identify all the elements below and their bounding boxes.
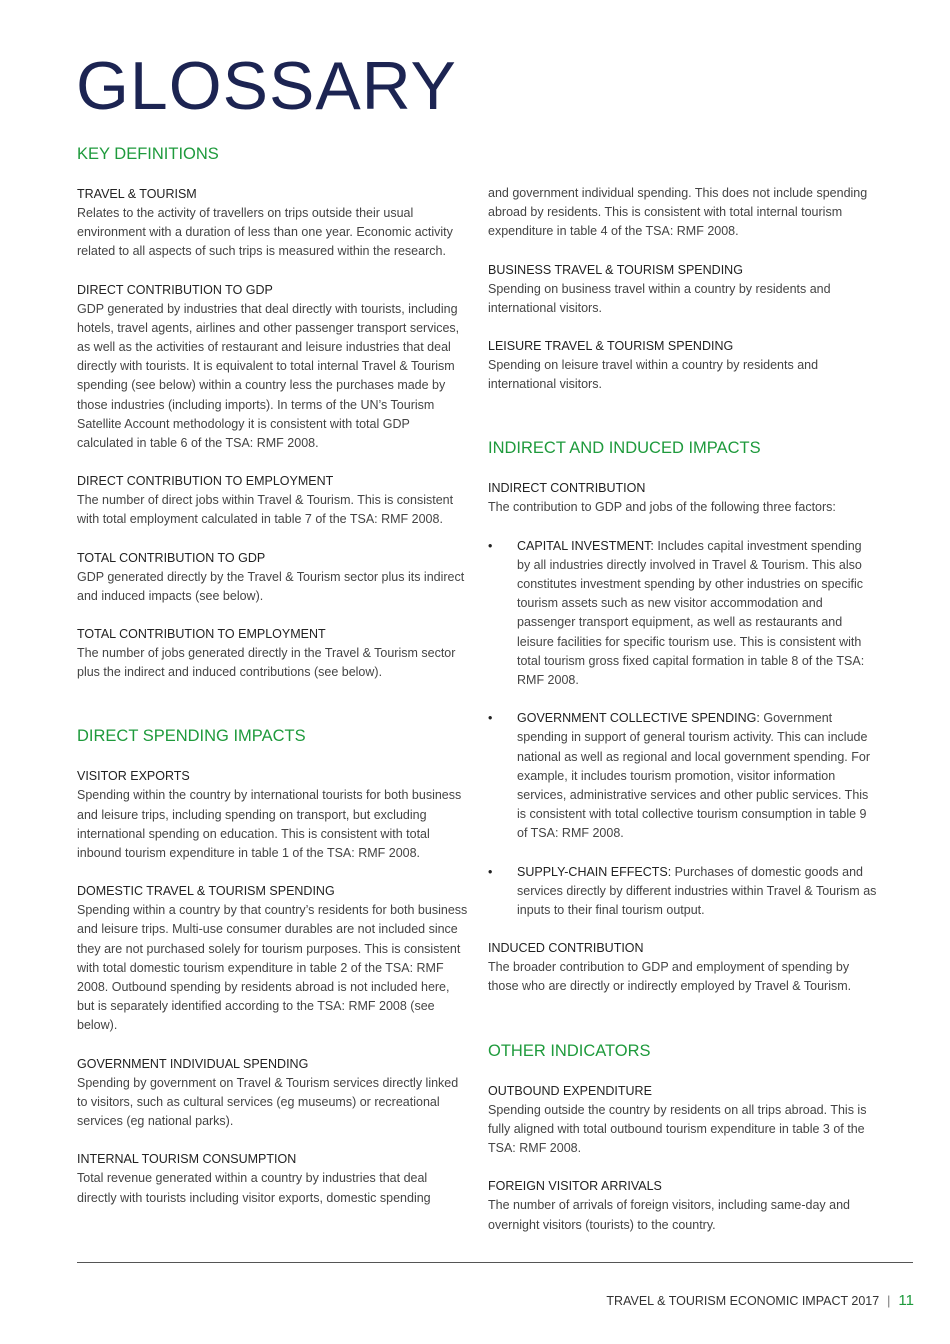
glossary-entry [488,939,878,996]
footer-separator: | [887,1293,891,1308]
page-footer [606,1292,914,1309]
entry-term: OUTBOUND EXPENDITURE [488,1083,652,1098]
entry-term: DOMESTIC TRAVEL & TOURISM SPENDING [77,884,335,899]
entry-term: FOREIGN VISITOR ARRIVALS [488,1179,662,1194]
bullet-text: Government spending in support of general tourism activity. This can include national as well as regional and local government spending. For example, it includes tourism promotion, visitor information services, administrative services and other public services. This is consistent with total collective tourism consumption in table 9 of TSA: RMF 2008. [517,711,870,841]
page-number: 11 [898,1292,914,1309]
section-heading-key-definitions: KEY DEFINITIONS [77,145,219,163]
entry-term: INTERNAL TOURISM CONSUMPTION [77,1152,297,1167]
glossary-entry [77,1150,469,1207]
bullet-lead: CAPITAL INVESTMENT: [517,538,654,553]
glossary-entry [488,337,878,394]
list-item [488,537,878,691]
bullet-lead: SUPPLY-CHAIN EFFECTS: [517,864,672,879]
glossary-entry [488,261,878,318]
entry-definition: The number of jobs generated directly in the Travel & Tourism sector plus the indirect and induced contributions (see below). [77,646,456,680]
entry-term: TRAVEL & TOURISM [77,187,197,201]
entry-definition: The broader contribution to GDP and employment of spending by those who are directly or indirectly employed by Travel & Tourism. [488,960,852,994]
entry-term: TOTAL CONTRIBUTION TO EMPLOYMENT [77,627,326,642]
glossary-entry [488,1177,878,1234]
entry-definition: Spending on business travel within a country by residents and international visitors. [488,281,831,315]
bullet-icon: • [488,864,493,879]
entry-term: DIRECT CONTRIBUTION TO EMPLOYMENT [77,474,334,489]
entry-definition: The number of arrivals of foreign visitors, including same-day and overnight visitors (tourists) to the country. [488,1198,850,1232]
glossary-entry-continuation [488,184,878,242]
left-column [77,144,469,1227]
entry-definition: Spending within a country by that country’s residents for both business and leisure trips. Multi-use consumer durables are not included since they are not purchased solely for tourism purposes. This is consistent with total domestic tourism expenditure in table 2 of the TSA: RMF 2008. Outbound spending by residents abroad is not included here, but is separately identified according to the TSA: RMF 2008 (see below). [77,903,468,1033]
glossary-entry [77,1055,469,1132]
footer-title: TRAVEL & TOURISM ECONOMIC IMPACT 2017 [606,1293,880,1308]
entry-term: INDUCED CONTRIBUTION [488,941,644,956]
section-heading-other-indicators: OTHER INDICATORS [488,1041,651,1060]
entry-term: GOVERNMENT INDIVIDUAL SPENDING [77,1056,309,1071]
glossary-entry [77,549,469,606]
entry-definition: Spending within the country by international tourists for both business and leisure trips, including spending on transport, but excluding international spending on education. This is consistent with total inbound tourism expenditure in table 1 of the TSA: RMF 2008. [77,788,462,861]
page-title: GLOSSARY [76,48,457,124]
glossary-entry [488,479,878,517]
bullet-lead: GOVERNMENT COLLECTIVE SPENDING: [517,711,760,726]
glossary-entry [77,472,469,529]
entry-term: LEISURE TRAVEL & TOURISM SPENDING [488,339,734,354]
entry-term: BUSINESS TRAVEL & TOURISM SPENDING [488,262,743,277]
entry-definition: Total revenue generated within a country by industries that deal directly with tourists including visitor exports, domestic spending [77,1171,431,1205]
entry-definition: The number of direct jobs within Travel & Tourism. This is consistent with total employment calculated in table 7 of the TSA: RMF 2008. [77,493,454,527]
entry-definition: Spending on leisure travel within a country by residents and international visitors. [488,358,819,392]
entry-term: INDIRECT CONTRIBUTION [488,481,646,496]
indirect-factors-list [488,537,878,921]
glossary-entry [77,882,469,1035]
entry-definition: The contribution to GDP and jobs of the following three factors: [488,500,836,515]
glossary-entry [77,767,469,863]
entry-term: TOTAL CONTRIBUTION TO GDP [77,550,266,565]
entry-definition: GDP generated directly by the Travel & Tourism sector plus its indirect and induced impacts (see below). [77,569,465,603]
glossary-entry [77,281,469,454]
entry-definition: Spending outside the country by residents on all trips abroad. This is fully aligned with total outbound tourism expenditure in table 3 of the TSA: RMF 2008. [488,1102,867,1156]
section-heading-indirect-induced: INDIRECT AND INDUCED IMPACTS [488,439,761,458]
bullet-icon: • [488,538,493,553]
glossary-entry [77,185,469,262]
glossary-entry [488,1082,878,1159]
section-heading-direct-spending: DIRECT SPENDING IMPACTS [77,727,306,746]
bullet-text: Purchases of domestic goods and services directly by different industries within Travel & Tourism as inputs to their final tourism output. [517,864,877,918]
bullet-text: Includes capital investment spending by all industries directly involved in Travel & Tourism. This also constitutes investment spending by other industries on specific tourism assets such as new visitor accommodation and passenger transport equipment, as well as restaurants and leisure facilities for specific tourism use. This is consistent with total tourism gross fixed capital formation in table 8 of the TSA: RMF 2008. [517,538,865,688]
entry-definition: GDP generated by industries that deal directly with tourists, including hotels, travel agents, airlines and other passenger transport services, as well as the activities of restaurant and leisure industries that deal directly with tourists. It is equivalent to total internal Travel & Tourism spending (see below) within a country less the purchases made by those industries (including imports). In terms of the UN’s Tourism Satellite Account methodology it is consistent with total GDP calculated in table 6 of the TSA: RMF 2008. [77,301,460,451]
right-column [488,184,878,1254]
entry-definition: Spending by government on Travel & Tourism services directly linked to visitors, such as cultural services (eg museums) or recreational services (eg national parks). [77,1075,459,1129]
glossary-entry [77,625,469,682]
footer-divider [77,1262,913,1263]
bullet-icon: • [488,711,493,726]
entry-term: DIRECT CONTRIBUTION TO GDP [77,282,273,297]
entry-term: VISITOR EXPORTS [77,769,190,784]
entry-definition: and government individual spending. This does not include spending abroad by residents. This is consistent with total internal tourism expenditure in table 4 of the TSA: RMF 2008. [488,186,868,239]
list-item [488,863,878,921]
list-item [488,709,878,843]
entry-definition: Relates to the activity of travellers on trips outside their usual environment with a duration of less than one year. Economic activity related to all aspects of such trips is measured within the research. [77,206,453,259]
